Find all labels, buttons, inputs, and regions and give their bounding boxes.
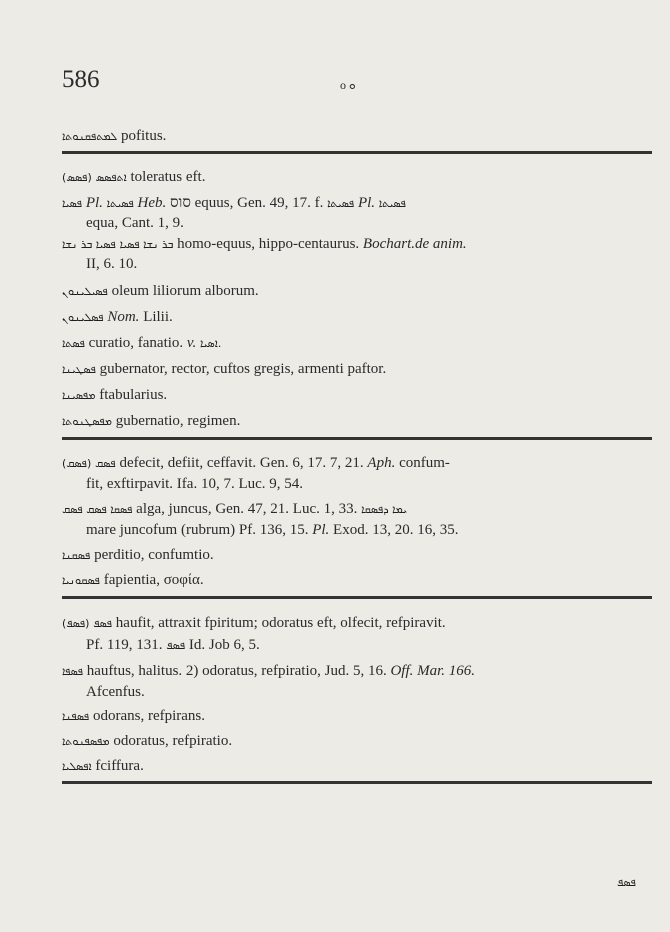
abbrev: Pl. bbox=[312, 522, 330, 538]
entry-line bbox=[62, 571, 652, 590]
syriac-word: ܦܣܠܝܢܘܢ bbox=[62, 311, 104, 324]
gloss: toleratus eft. bbox=[130, 169, 206, 185]
reference: Bochart.de anim. bbox=[362, 236, 467, 252]
syriac-word: ܦܣܬܐ bbox=[62, 337, 85, 350]
syriac-word: ܦܣܝܐ bbox=[62, 197, 83, 210]
syriac-word: ܦܣܩܐ ܦܣܩ ܦܣܩ bbox=[62, 503, 133, 516]
entry-line bbox=[62, 732, 652, 751]
syriac-word: ܡܦܣܛܢܘܬܐ bbox=[62, 415, 113, 428]
entry-line bbox=[62, 127, 652, 146]
syriac-word: ܦܣܝܬܐ bbox=[378, 197, 406, 210]
syriac-word: ܝܡܐ ܕܦܣܩܐ bbox=[361, 503, 408, 516]
entry-line bbox=[62, 614, 652, 633]
gloss: Pf. 119, 131. bbox=[86, 637, 163, 653]
abbrev: Pl. bbox=[85, 195, 103, 211]
syriac-word: ܦܣܦܢܐ bbox=[62, 710, 90, 723]
entry-line bbox=[86, 683, 670, 701]
gloss: homo-equus, hippo-centaurus. bbox=[177, 236, 360, 252]
syriac-word: ܦܣܩܢܐ bbox=[62, 549, 91, 562]
syriac-word: ܦܣܦܐ bbox=[62, 665, 83, 678]
gloss: Lilii. bbox=[143, 309, 173, 325]
gloss: mare juncofum (rubrum) Pf. 136, 15. bbox=[86, 522, 309, 538]
syriac-word: ܠܡܬܦܩܢܘܬܐ bbox=[62, 130, 118, 143]
syriac-word: ܡܦܣܝܢܐ bbox=[62, 389, 96, 402]
entry-line bbox=[62, 334, 652, 353]
entry-line bbox=[62, 168, 652, 187]
syriac-word: ܦܣܝܠܝܢܘܢ bbox=[62, 285, 108, 298]
syriac-word: ܦܣܛܝܢܐ bbox=[62, 363, 96, 376]
abbrev: v. bbox=[186, 335, 197, 351]
gloss: equus, Gen. 49, 17. f. bbox=[194, 195, 324, 211]
gloss: fapientia, σοφία. bbox=[103, 572, 204, 588]
root-heading: (ܦܣܦ) bbox=[62, 617, 90, 630]
syriac-word: ܦܣܝܬܐ bbox=[327, 197, 355, 210]
entry-line bbox=[62, 454, 652, 473]
entry-line bbox=[62, 282, 652, 301]
gloss: Afcenfus. bbox=[86, 684, 145, 700]
entry-line bbox=[62, 235, 652, 254]
gloss: oleum liliorum alborum. bbox=[111, 283, 259, 299]
syriac-word: ܦܣܩܘܢܝܐ bbox=[62, 574, 100, 587]
abbrev: Nom. bbox=[107, 309, 140, 325]
abbrev: Pl. bbox=[357, 195, 376, 211]
syriac-word: ܦܣܝܬܐ bbox=[106, 197, 134, 210]
gloss: odoratus, refpiratio. bbox=[113, 733, 233, 749]
gloss: odorans, refpirans. bbox=[92, 708, 206, 724]
entry-line bbox=[62, 412, 652, 431]
root-heading: (ܦܣܩ) bbox=[62, 457, 92, 470]
entry-line bbox=[62, 386, 652, 405]
entry-line bbox=[86, 475, 670, 493]
gloss: gubernator, rector, cuftos gregis, armenti paftor. bbox=[99, 361, 387, 377]
syriac-word: ܐܦܣܠܝܐ bbox=[62, 760, 92, 773]
abbrev: Aph. bbox=[367, 455, 396, 471]
gloss: fit, exftirpavit. Ifa. 10, 7. Luc. 9, 54. bbox=[86, 476, 304, 492]
section-rule bbox=[62, 437, 652, 440]
syriac-word: ܦܣܦ bbox=[166, 639, 186, 652]
header-mark: o ܘ bbox=[340, 78, 356, 92]
page-number: 586 bbox=[62, 66, 100, 93]
syriac-word: ܐܣܝܐ. bbox=[199, 337, 222, 350]
syriac-word: ܦܣܩ bbox=[95, 457, 116, 470]
gloss: curatio, fanatio. bbox=[88, 335, 184, 351]
catchword: ܦܣܦ bbox=[617, 876, 636, 889]
gloss: haufit, attraxit fpiritum; odoratus eft, olfecit, refpiravit. bbox=[115, 615, 446, 631]
gloss: pofitus. bbox=[121, 128, 167, 144]
entry-line bbox=[86, 255, 670, 273]
gloss: confum- bbox=[399, 455, 450, 471]
abbrev: Heb. bbox=[137, 195, 167, 211]
entry-line bbox=[86, 636, 670, 655]
gloss: fciffura. bbox=[95, 758, 144, 774]
gloss: Id. Job 6, 5. bbox=[188, 637, 260, 653]
gloss: ftabularius. bbox=[99, 387, 168, 403]
entry-line bbox=[62, 360, 652, 379]
entry-line bbox=[62, 707, 652, 726]
gloss: defecit, defiit, ceffavit. Gen. 6, 17. 7, 21. bbox=[119, 455, 364, 471]
section-rule bbox=[62, 781, 652, 784]
entry-line bbox=[62, 546, 652, 565]
entry-line bbox=[62, 757, 652, 776]
gloss: hauftus, halitus. 2) odoratus, refpiratio, Jud. 5, 16. bbox=[86, 663, 387, 679]
reference: Off. Mar. 166. bbox=[390, 663, 476, 679]
section-rule bbox=[62, 596, 652, 599]
entry-line bbox=[62, 500, 652, 519]
entry-line bbox=[62, 662, 652, 681]
gloss: equa, Cant. 1, 9. bbox=[86, 215, 184, 231]
hebrew-word: סוס bbox=[169, 195, 191, 211]
entry-line bbox=[86, 521, 670, 539]
syriac-word: ܐܬܦܣܣ bbox=[95, 171, 127, 184]
syriac-word: ܦܣܦ bbox=[93, 617, 113, 630]
syriac-word: ܒܪ ܢܫܐ ܦܣܝܐ bbox=[119, 238, 174, 251]
entry-line bbox=[62, 308, 652, 327]
gloss: gubernatio, regimen. bbox=[115, 413, 241, 429]
syriac-word: ܡܦܣܦܢܘܬܐ bbox=[62, 735, 110, 748]
gloss: Exod. 13, 20. 16, 35. bbox=[333, 522, 459, 538]
gloss: alga, juncus, Gen. 47, 21. Luc. 1, 33. bbox=[136, 501, 358, 517]
section-rule bbox=[62, 151, 652, 154]
gloss: perditio, confumtio. bbox=[94, 547, 214, 563]
root-heading: (ܦܣܣ) bbox=[62, 171, 92, 184]
gloss: II, 6. 10. bbox=[86, 256, 138, 272]
entry-line bbox=[86, 214, 670, 232]
syriac-word: ܦܣܝܐ ܒܪ ܢܫܐ bbox=[62, 238, 116, 251]
entry-line bbox=[62, 194, 652, 213]
